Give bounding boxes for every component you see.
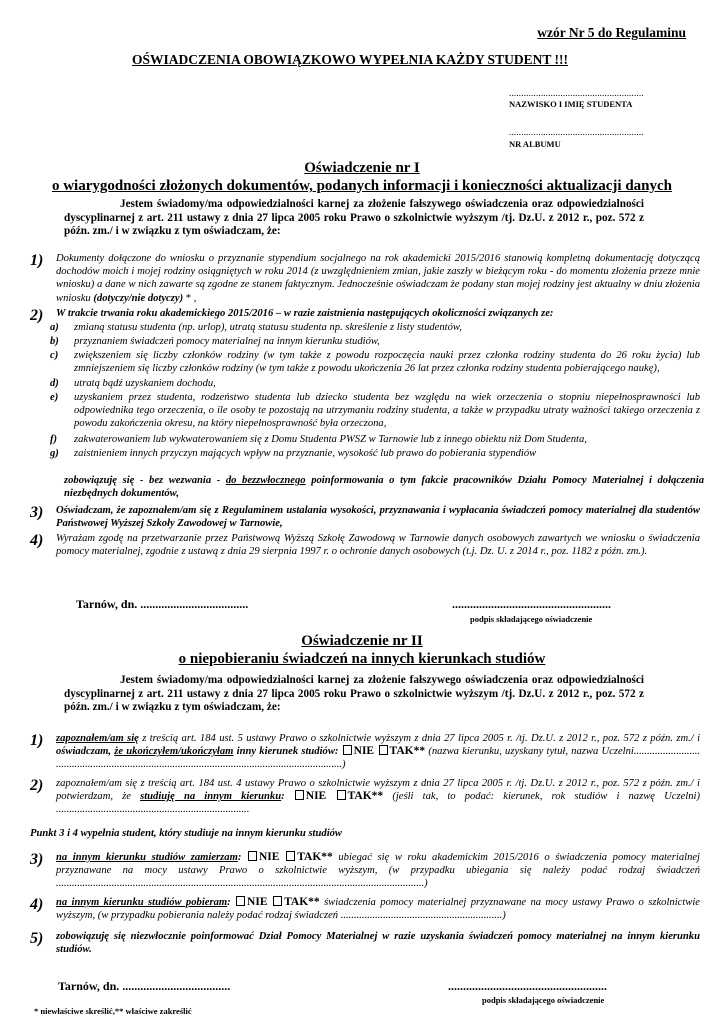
item3-text: Oświadczam, że zapoznałem/am się z Regulaminem ustalania wysokości, przyznawania i wypłacania świadczeń pomocy materialnej dla studentów Państwowej Wyższej Szkoły Zawodowej w Tarnowie,: [56, 505, 700, 530]
item-number: 2): [30, 777, 44, 794]
item-number: 3): [30, 504, 44, 521]
section1-place-date: [76, 597, 248, 612]
section1-subtitle: o wiarygodności złożonych dokumentów, podanych informacji i konieczności aktualizacji danych: [51, 178, 673, 194]
section2-subtitle: o niepobieraniu świadczeń na innych kierunkach studiów: [178, 651, 546, 667]
item3-underlined: na innym kierunku studiów zamierzam: [56, 852, 238, 863]
section1-signature-label: podpis składającego oświadczenie: [470, 614, 593, 624]
section2-title: Oświadczenie nr II: [301, 633, 423, 649]
section2-signature-label: podpis składającego oświadczenie: [482, 995, 605, 1005]
sub-item-text: zakwaterowaniem lub wykwaterowaniem się z Domu Studenta PWSZ w Tarnowie lub z innego obiektu niż Dom Studenta,: [74, 434, 587, 445]
sub-item: [50, 335, 700, 348]
item5-text: zobowiązuję się niezwłocznie poinformować Dział Pomocy Materialnej w razie uzyskania świadczeń pomocy materialnej na innym kierunku studiów.: [56, 931, 700, 956]
sub-item-letter: g): [50, 448, 59, 459]
item1-text: Dokumenty dołączone do wniosku o przyznanie stypendium socjalnego na rok akademicki 2015/2016 stanowią kompletną dokumentację dotyczącą dochodów moich i mojej rodziny osiągniętych w roku 2014 (z uwzględnieniem zmian, jakie zaszły w bieżącym roku - do momentu złożenia przeze mnie wniosku) a dane w nich zawarte są zgodne ze stanem faktycznym. Jednocześnie oświadczam że podany stan mojej rodziny jest aktualny w dniu złożenia wniosku: [56, 253, 700, 304]
obligation-text: [64, 474, 704, 500]
item1-tail[interactable]: (dotyczy/nie dotyczy): [93, 292, 184, 304]
item4-underlined: na innym kierunku studiów pobieram: [56, 897, 228, 908]
checkbox-nie[interactable]: [248, 851, 257, 861]
checkbox-tak[interactable]: [379, 745, 388, 755]
obligation-part-a: zobowiązuję się - bez wezwania -: [64, 475, 221, 486]
sub-item-text: przyznaniem świadczeń pomocy materialnej na innym kierunku studiów,: [74, 336, 380, 347]
sub-item: [50, 377, 700, 390]
sub-item-text: utratą bądź uzyskaniem dochodu,: [74, 378, 216, 389]
sub-item-text: uzyskaniem przez studenta, rodzeństwo studenta lub dziecko studenta bez względu na wiek orzeczenia o stopniu niepełnosprawności lub odpowiednika tego orzeczenia, o ile osoby te pozostają na utrzymaniu rodziny studenta, a także w przypadku utraty ważności takiego orzeczenia z powodu zakończenia okresu, na który niepełnosprawność była orzeczona,: [74, 392, 700, 430]
sub-item-letter: b): [50, 336, 59, 347]
obligation-part-b: poinformowania o tym fakcie pracowników Działu Pomocy Materialnej i dołączenia niezbędnych dokumentów,: [64, 475, 704, 500]
option-nie: NIE: [247, 896, 268, 908]
footnote: * niewłaściwe skreślić,** właściwe zakreślić: [34, 1006, 192, 1016]
page-headline: OŚWIADCZENIA OBOWIĄZKOWO WYPEŁNIA KAŻDY STUDENT !!!: [132, 52, 568, 67]
sub-item-letter: c): [50, 350, 59, 361]
sub-item-text: zaistnieniem innych przyczyn mających wpływ na przyznanie, wysokość lub prawo do pobierania stypendiów: [74, 448, 537, 459]
item1-part-c: inny kierunek studiów:: [236, 746, 339, 758]
item1-part-b: oświadczam,: [56, 746, 112, 758]
checkbox-tak[interactable]: [273, 896, 282, 906]
album-field-dots[interactable]: .......................................................: [509, 127, 644, 137]
checkbox-tak[interactable]: [286, 851, 295, 861]
option-tak: TAK**: [297, 851, 333, 863]
item-number: 1): [30, 252, 44, 269]
sub-item-text: zmianą statusu studenta (np. urlop), utratą statusu studenta np. skreślenie z listy studentów,: [74, 322, 462, 333]
item-number: 1): [30, 732, 44, 749]
item1-underlined: zapoznałem/am się: [56, 733, 139, 744]
item2-underlined: studiuję na innym kierunku: [140, 791, 282, 803]
sub-item-letter: e): [50, 392, 59, 403]
date-field[interactable]: ....................................: [140, 597, 249, 611]
item3-part-a: ubiegać się w roku akademickim 2015/2016 o świadczenia pomocy materialnej przyznawane na mocy ustawy Prawo o szkolnictwie wyższym, (w przypadku ubiegania się należy podać rodzaj świadczeń ...........................................................................................................................................): [56, 852, 701, 890]
item-number: 3): [30, 851, 44, 868]
item1-part-a: z treścią art. 184 ust. 5 ustawy Prawo o szkolnictwie wyższym z dnia 27 lipca 2005 r. /tj. Dz.U. z 2012 r., poz. 572 z późn. zm./ i: [142, 733, 701, 744]
sub-item-letter: d): [50, 378, 59, 389]
option-tak: TAK**: [284, 896, 320, 908]
section1-intro: Jestem świadomy/ma odpowiedzialności karnej za złożenie fałszywego oświadczenia oraz odpowiedzialności dyscyplinarnej z art. 211 ustawy z dnia 27 lipca 2005 roku Prawo o szkolnictwie wyższym /tj. Dz.U. z 2012 r., poz. 572 z późn. zm./ i w związku z tym oświadczam, że:: [64, 198, 644, 238]
item2-part-a: zapoznałem/am się z treścią art. 184 ust. 4 ustawy Prawo o szkolnictwie wyższym z dnia 27 lipca 2005 r. /tj. Dz.U. z 2012 r., poz. 572 z późn. zm./ i potwierdzam, że: [56, 778, 700, 803]
section1-title: Oświadczenie nr I: [304, 160, 420, 176]
section2-place-date: [58, 979, 230, 994]
section1-signature-line[interactable]: .....................................................: [452, 597, 611, 611]
sub-item: [50, 321, 700, 334]
place-date-label: Tarnów, dn.: [76, 597, 138, 611]
sub-item: [50, 433, 700, 446]
name-field-dots[interactable]: .......................................................: [509, 88, 644, 98]
item2-part-d: (jeśli tak, to podać: kierunek, rok studiów i nazwę Uczelni) .........................................................................: [56, 791, 701, 816]
item-number: 2): [30, 307, 44, 324]
date-field[interactable]: ....................................: [122, 979, 231, 993]
item4-text: Wyrażam zgodę na przetwarzanie przez Państwową Wyższą Szkołę Zawodową w Tarnowie danych osobowych zawartych we wniosku o świadczenia pomocy materialnej, zgodnie z ustawą z dnia 29 sierpnia 1997 r. o ochronie danych osobowych (t.j. Dz. U. z 2014 r., poz. 1182 z późn. zm.).: [56, 533, 700, 558]
sub-item: [50, 349, 700, 375]
section2-signature-line[interactable]: .....................................................: [448, 979, 607, 993]
item-number: 4): [30, 532, 44, 549]
form-reference: wzór Nr 5 do Regulaminu: [537, 25, 686, 40]
option-nie: NIE: [305, 790, 327, 803]
sub-item-text: zwiększeniem się liczby członków rodziny (w tym także z powodu rozpoczęcia nauki przez członka rodziny studenta do 26 roku życia) lub zmniejszeniem się liczby członków rodziny (w tym także z powodu ukończenia 26 lat przez członka rodziny studenta pobierającego naukę),: [74, 350, 700, 375]
checkbox-nie[interactable]: [343, 745, 352, 755]
option-nie: NIE: [258, 851, 280, 863]
option-tak: TAK**: [389, 745, 426, 758]
album-field-label: NR ALBUMU: [509, 139, 561, 149]
option-nie: NIE: [353, 745, 375, 758]
option-tak: TAK**: [347, 790, 384, 803]
item1-underlined-2: że ukończyłem/ukończyłam: [114, 746, 234, 758]
checkbox-tak[interactable]: [337, 790, 346, 800]
sub-item: [50, 391, 700, 431]
item1-mark: * ,: [185, 292, 197, 304]
item2-text: W trakcie trwania roku akademickiego 2015/2016 – w razie zaistnienia następujących okoliczności związanych ze:: [56, 308, 554, 319]
item-number: 5): [30, 930, 44, 947]
item1-part-d: (nazwa kierunku, uzyskany tytuł, nazwa Uczelni......................... ............................................................................................................): [56, 746, 701, 771]
name-field-label: NAZWISKO I IMIĘ STUDENTA: [509, 99, 633, 109]
item4-part-a: świadczenia pomocy materialnej przyznawane na mocy ustawy Prawo o szkolnictwie wyższym, (w przypadku pobierania należy podać rodzaj świadczeń .............................................................): [56, 897, 700, 922]
obligation-underlined: do bezzwłocznego: [225, 475, 306, 486]
checkbox-nie[interactable]: [236, 896, 245, 906]
sub-item-letter: a): [50, 322, 59, 333]
section2-intro: Jestem świadomy/ma odpowiedzialności karnej za złożenie fałszywego oświadczenia oraz odpowiedzialności dyscyplinarnej z art. 211 ustawy z dnia 27 lipca 2005 roku Prawo o szkolnictwie wyższym /tj. Dz.U. z 2012 r., poz. 572 z późn. zm./ i w związku z tym oświadczam, że:: [64, 674, 644, 714]
place-date-label: Tarnów, dn.: [58, 979, 120, 993]
section2-note: Punkt 3 i 4 wypełnia student, który studiuje na innym kierunku studiów: [30, 828, 342, 839]
checkbox-nie[interactable]: [295, 790, 304, 800]
sub-item: [50, 447, 700, 460]
sub-item-letter: f): [50, 434, 58, 445]
item-number: 4): [30, 896, 44, 913]
